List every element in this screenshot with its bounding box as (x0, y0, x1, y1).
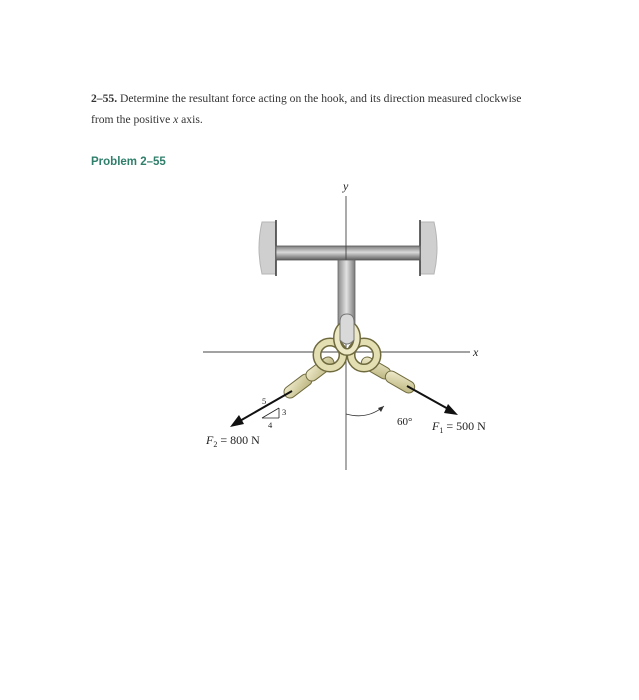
slope-run-label: 4 (268, 420, 273, 430)
left-wall (259, 222, 276, 274)
problem-number: 2–55. (91, 92, 118, 105)
y-axis-label: y (343, 179, 349, 193)
problem-text-line2a: from the positive (91, 113, 174, 126)
f1-label: $F_1 = 500$ N (432, 419, 486, 435)
f2-arrowhead (230, 415, 244, 427)
figure-caption: Problem 2–55 (91, 156, 166, 168)
slope-rise-label: 3 (282, 407, 287, 417)
f1-arrowhead (444, 404, 458, 415)
angle-arc-arrow (378, 406, 384, 412)
angle-label: 60° (397, 416, 413, 428)
problem-text-line2b: axis. (178, 113, 203, 126)
hook-tip (340, 314, 354, 344)
problem-text-var: x (173, 113, 179, 126)
problem-text-line1: Determine the resultant force acting on the hook, and its direction measured clockwise (120, 92, 522, 105)
right-wall (420, 222, 437, 274)
crossbar (276, 246, 420, 260)
slope-triangle (262, 408, 279, 418)
angle-arc (346, 406, 384, 416)
slope-hyp-label: 5 (262, 396, 267, 406)
right-chain (359, 355, 417, 395)
f2-label: $F_2 = 800$ N (206, 433, 260, 449)
left-chain (282, 355, 337, 401)
f1-arrow-line (407, 386, 450, 410)
x-axis-label: x (473, 345, 479, 359)
